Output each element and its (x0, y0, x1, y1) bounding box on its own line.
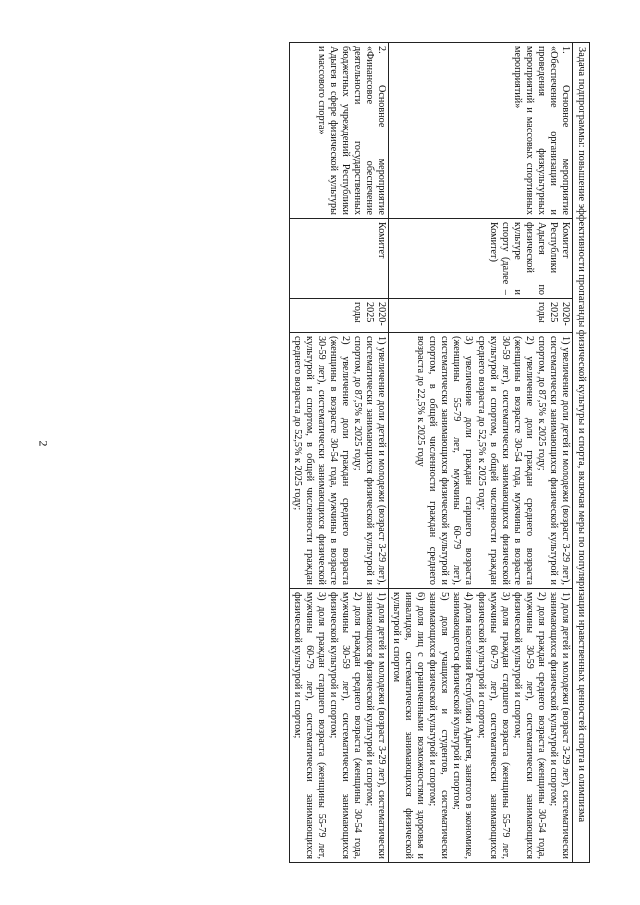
task-title: Задача подпрограммы: повышение эффективности пропаганды физической культуры и спорта, включая меры по популяризации нравственных ценностей спорта и олимпизма (572, 43, 589, 863)
activity-cell: 1. Основное мероприятие «Обеспечение организации и проведения физкультурных мероприятий и массовых спортивных мероприятий» (389, 43, 572, 219)
rotated-table-container (50, 42, 590, 862)
result-item: 1) увеличение доли детей и молодежи (возраст 3-29 лет), систематически занимающихся физической культурой и спортом, до 87,5% к 2025 году; (535, 336, 571, 585)
indicator-item: 2) доля граждан среднего возраста (женщины 30-54 года, мужчины 30-59 лет), систематически занимающихся физической культурой и спортом; (328, 592, 364, 860)
indicator-item: 1) доля детей и молодежи (возраст 3-29 лет), систематически занимающихся физической культурой и спортом; (547, 592, 571, 860)
indicator-item: 5) доля учащихся и студентов, систематически занимающихся физической культурой и спортом; (427, 592, 451, 860)
executor-cell: Комитет Республики Адыгея по физической культуре и спорту (далее – Комитет) (389, 219, 572, 299)
table-row (290, 43, 389, 863)
task-row (572, 43, 589, 863)
indicator-item: 2) доля граждан среднего возраста (женщины 30-54 года, мужчины 30-59 лет), систематически занимающихся физической культурой и спортом; (511, 592, 547, 860)
result-item: 1) увеличение доли детей и молодежи (возраст 3-29 лет), систематически занимающихся физической культурой и спортом, до 87,5% к 2025 году; (352, 336, 388, 585)
executor-cell: Комитет (290, 219, 389, 299)
indicator-item: 1) доля детей и молодежи (возраст 3-29 лет), систематически занимающихся физической культурой и спортом; (364, 592, 388, 860)
page-number: 2 (36, 440, 51, 447)
program-table (289, 42, 590, 863)
indicators-cell (389, 589, 572, 863)
activity-cell: 2. Основное мероприятие «Финансовое обеспечение деятельности государственных бюджетных учреждений Республики Адыгея в сфере физической культуры и массового спорта» (290, 43, 389, 219)
result-item: 2) увеличение доли граждан среднего возраста (женщины в возрасте 30-54 года, мужчины в возрасте 30-59 лет), систематически занимающихся физической культурой и спортом, в общей численности граждан среднего возраста до 52,5% к 2025 году; (292, 336, 352, 585)
table-row (389, 43, 572, 863)
indicator-item: 3) доля граждан старшего возраста (женщины 55-79 лет, мужчины 60-79 лет), систематически занимающихся физической культурой и спортом; (475, 592, 511, 860)
result-item: 3) увеличение доли граждан старшего возраста (женщины 55-79 лет, мужчины 60-79 лет), систематически занимающихся физической культурой и спортом, в общей численности граждан среднего возраста до 22,5% к 2025 году (415, 336, 475, 585)
period-cell: 2020-2025 годы (389, 299, 572, 333)
indicator-item: 6) доля лиц с ограниченными возможностями здоровья и инвалидов, систематически занимающихся физической культурой и спортом (391, 592, 427, 860)
result-item: 2) увеличение доли граждан среднего возраста (женщины в возрасте 30-54 года, мужчины в возрасте 30-59 лет), систематически занимающихся физической культурой и спортом, в общей численности граждан среднего возраста до 52,5% к 2025 году; (475, 336, 535, 585)
indicator-item: 3) доля граждан старшего возраста (женщины 55-79 лет, мужчины 60-79 лет), систематически занимающихся физической культурой и спортом; (292, 592, 328, 860)
indicators-cell (290, 589, 389, 863)
results-cell (389, 333, 572, 589)
results-cell (290, 333, 389, 589)
indicator-item: 4) доля населения Республики Адыгея, занятого в экономике, занимающегося физической культурой и спортом; (451, 592, 475, 860)
period-cell: 2020-2025 годы (290, 299, 389, 333)
